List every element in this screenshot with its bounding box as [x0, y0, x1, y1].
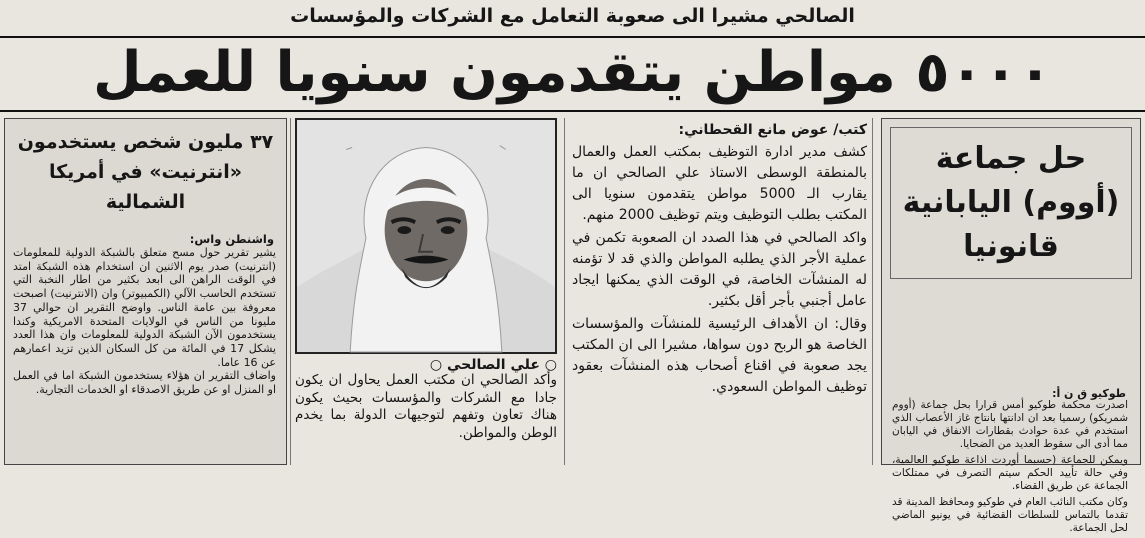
internet-story-dateline: واشنطن واس:	[189, 232, 274, 246]
japan-paragraph: ويمكن للجماعة (حسبما أوردت اذاعة طوكيو العالمية، وفي حالة تأييد الحكم سيتم التصرف في ممتلكات الجماعة عن طريق القضاء.	[892, 454, 1128, 492]
middle-column-text: وأكد الصالحي ان مكتب العمل يحاول ان يكون جادا مع الشركات والمؤسسات بحيث يكون هناك تعاون وتفهم لتوجيهات الدولة بما يخدم الوطن والمواطن.	[295, 372, 557, 441]
portrait-photo	[295, 118, 557, 354]
japan-story-box	[881, 118, 1141, 534]
internet-story-body	[13, 246, 276, 397]
japan-paragraph: وكان مكتب النائب العام في طوكيو ومحافظ المدينة قد تقدما بالتماس للسلطات القضائية في يونيو الماضي لحل الجماعة.	[892, 496, 1128, 534]
headline-kicker: الصالحي مشيرا الى صعوبة التعامل مع الشركات والمؤسسات	[290, 5, 855, 27]
japan-paragraph: اصدرت محكمة طوكيو أمس قرارا بحل جماعة (أووم شمريكو) رسميا بعد ان ادانتها بانتاج غاز الأعصاب الذي استخدم في عدة حوادث بقطارات الانفاق في اليابان مما أدى الى سقوط العديد من الضحايا.	[892, 399, 1128, 450]
japan-story-dateline: طوكيو ق ن أ:	[1052, 387, 1126, 400]
article-paragraph: كشف مدير ادارة التوظيف بمكتب العمل والعمال بالمنطقة الوسطى الاستاذ علي الصالحي ان ما يقارب الـ 5000 مواطن يتقدمون سنويا الى المكتب بطلب التوظيف ويتم توظيف 2000 منهم.	[572, 144, 868, 223]
rule-bottom	[0, 110, 1145, 112]
japan-story-body	[892, 399, 1128, 538]
portrait-image	[297, 120, 555, 352]
japan-story-title: حل جماعة (أووم) اليابانية قانونيا	[902, 141, 1120, 264]
internet-paragraph: يشير تقرير حول مسح متعلق بالشبكة الدولية للمعلومات (انترنيت) صدر يوم الاثنين ان استخدام هذه الشبكة امتد في الوقت الراهن الى ابعد بكثير من اطار النخبة التي تستخدم الحاسب الآلي (الكمبيوتر) وان (الانترنيت) اصبحت معروفة بين عامة الناس. واوضح التقرير ان حوالي 37 مليونا من الناس في الولايات المتحدة الامريكية وكندا يستخدمون الآن الشبكة الدولية للمعلومات وان هذا العدد يشكل 17 في المائة من كل السكان الذين تزيد اعمارهم عن 16 عاما.	[13, 246, 276, 369]
internet-story-title: ٣٧ مليون شخص يستخدمون «انترنيت» في أمريكا الشمالية	[17, 131, 274, 213]
photo-caption: ○ علي الصالحي ○	[429, 357, 557, 373]
internet-story-box	[4, 118, 287, 465]
column-divider	[872, 118, 873, 465]
article-paragraph: وقال: ان الأهداف الرئيسية للمنشآت والمؤسسات الخاصة هو الربح دون سواها، مشيرا الى ان المكتب يجد صعوبة في اقناع أصحاب هذه المنشآت بعقود توظيف المواطن السعودي.	[572, 316, 867, 395]
column-divider	[290, 118, 291, 465]
article-paragraph: واكد الصالحي في هذا الصدد ان الصعوبة تكمن في عملية الأجر الذي يطلبه المواطن والذي قد لا تؤمنه له المنشآت الخاصة، في الوقت الذي يمكنها ايجاد عامل أجنبي بأجر أقل بكثير.	[572, 230, 867, 309]
article-byline: كتب/ عوض مانع القحطاني:	[678, 122, 867, 138]
main-article-column	[572, 120, 867, 465]
rule-top	[0, 36, 1145, 38]
internet-paragraph: واضاف التقرير ان هؤلاء يستخدمون الشبكة اما في العمل او المنزل او عن طريق الاصدقاء او الخدمات التجارية.	[13, 369, 276, 397]
column-divider	[564, 118, 565, 465]
main-headline: ٥٠٠٠ مواطن يتقدمون سنويا للعمل	[92, 40, 1053, 105]
